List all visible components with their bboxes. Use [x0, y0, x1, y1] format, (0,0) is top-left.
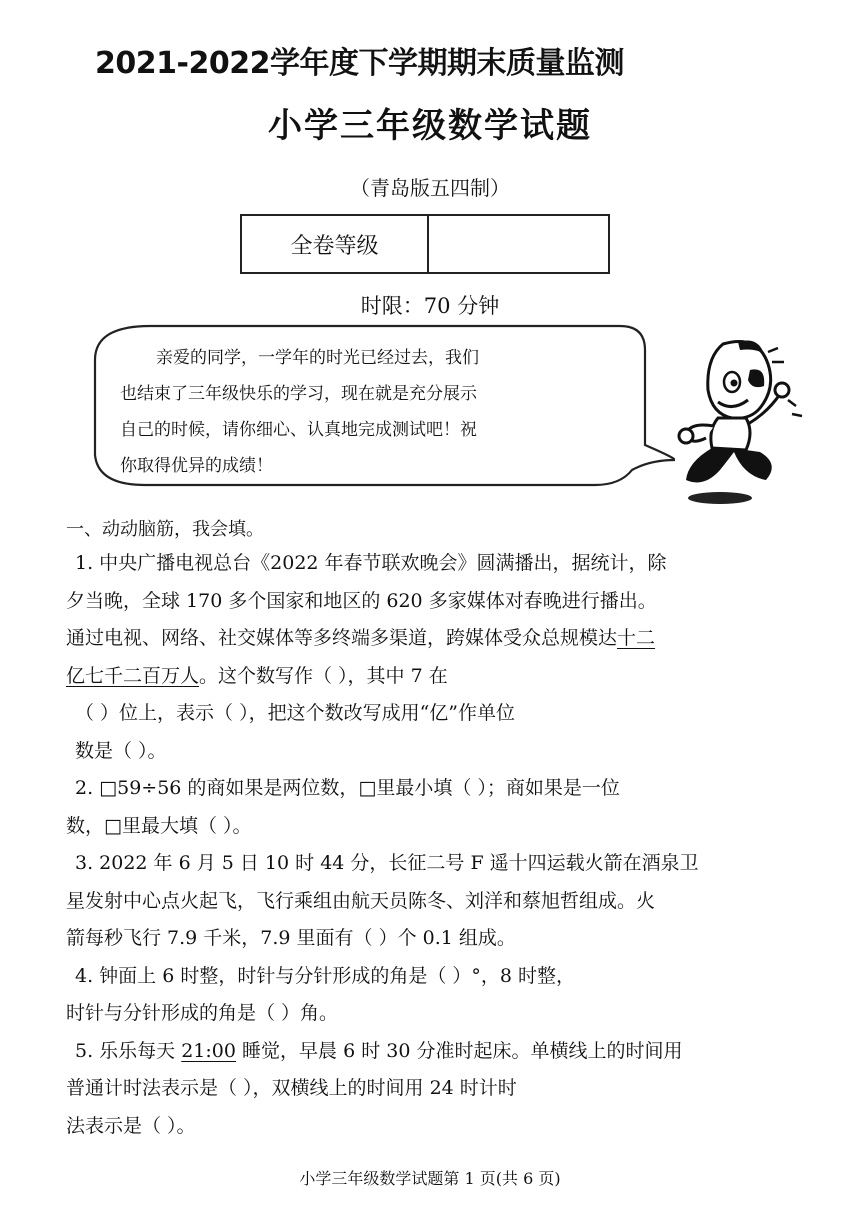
page-footer: 小学三年级数学试题第 1 页(共 6 页) — [299, 1169, 561, 1188]
greeting-line: 亲爱的同学，一学年的时光已经过去，我们 — [156, 348, 479, 368]
text-span: 睡觉，早晨 6 时 30 分准时起床。 — [235, 1039, 531, 1062]
text-span: 单横线上的时间用 — [530, 1039, 683, 1062]
text-span: 5. 乐乐每天 — [75, 1039, 182, 1062]
question-3-line: 星发射中心点火起飞，飞行乘组由航天员陈冬、刘洋和蔡旭哲组成。火 — [66, 889, 656, 912]
question-5-line — [66, 1070, 806, 1108]
text-span: 。这个数写作（ ），其中 7 在 — [199, 664, 448, 687]
grade-label: 全卷等级 — [242, 216, 429, 272]
greeting-line: 自己的时候，请你细心、认真地完成测试吧！祝 — [120, 420, 477, 440]
greeting-line: 也结束了三年级快乐的学习，现在就是充分展示 — [120, 384, 477, 404]
question-1-line: 1. 中央广播电视总台《2022 年春节联欢晚会》圆满播出，据统计，除 — [75, 552, 667, 574]
text-span: 通过电视、网络、社交媒体等多终端多渠道，跨媒体受众总规模达 — [66, 627, 618, 649]
cartoon-mascot-illustration — [668, 330, 808, 505]
question-4-line: 4. 钟面上 6 时整，时针与分针形成的角是（ ）°，8 时整， — [75, 964, 576, 987]
question-2-line: 2. □59÷56 的商如果是两位数，□里最小填（ ）；商如果是一位 — [75, 777, 620, 799]
exam-title: 小学三年级数学试题 — [268, 106, 592, 146]
edition-subtitle: （青岛版五四制） — [350, 176, 510, 200]
question-5-line: 法表示是（ ）。 — [66, 1114, 196, 1137]
text-span: 普通计时法表示是（ ）， — [66, 1077, 272, 1099]
section-title: 一、动动脑筋，我会填。 — [66, 519, 264, 540]
grade-table — [240, 214, 610, 274]
question-1-line — [66, 658, 806, 696]
question-5-line — [66, 1033, 806, 1071]
question-1-line: 数是（ ）。 — [75, 739, 167, 762]
underlined-time-text: 21:00 — [181, 1039, 236, 1062]
underlined-number-text: 十二 — [617, 627, 656, 649]
question-list — [66, 545, 806, 1145]
question-2-line: 数，□里最大填（ ）。 — [66, 814, 252, 837]
time-limit: 时限：70 分钟 — [360, 294, 500, 318]
text-span: 双横线上的时间用 24 时计时 — [271, 1077, 517, 1099]
exam-period-title: 2021-2022学年度下学期期末质量监测 — [95, 46, 624, 81]
question-1-line — [66, 620, 806, 658]
question-1-line: （ ）位上，表示（ ），把这个数改写成用“亿”作单位 — [75, 702, 516, 724]
grade-value-cell — [429, 216, 608, 272]
question-3-line: 箭每秒飞行 7.9 千米，7.9 里面有（ ）个 0.1 组成。 — [66, 927, 516, 949]
underlined-number-text: 亿七千二百万人 — [66, 664, 200, 687]
question-1-line: 夕当晚，全球 170 多个国家和地区的 620 多家媒体对春晚进行播出。 — [66, 589, 657, 612]
greeting-text — [120, 340, 590, 484]
question-4-line: 时针与分针形成的角是（ ）角。 — [66, 1002, 339, 1024]
question-3-line: 3. 2022 年 6 月 5 日 10 时 44 分，长征二号 F 遥十四运载火箭在酒泉卫 — [75, 852, 699, 874]
greeting-line: 你取得优异的成绩！ — [120, 456, 273, 476]
